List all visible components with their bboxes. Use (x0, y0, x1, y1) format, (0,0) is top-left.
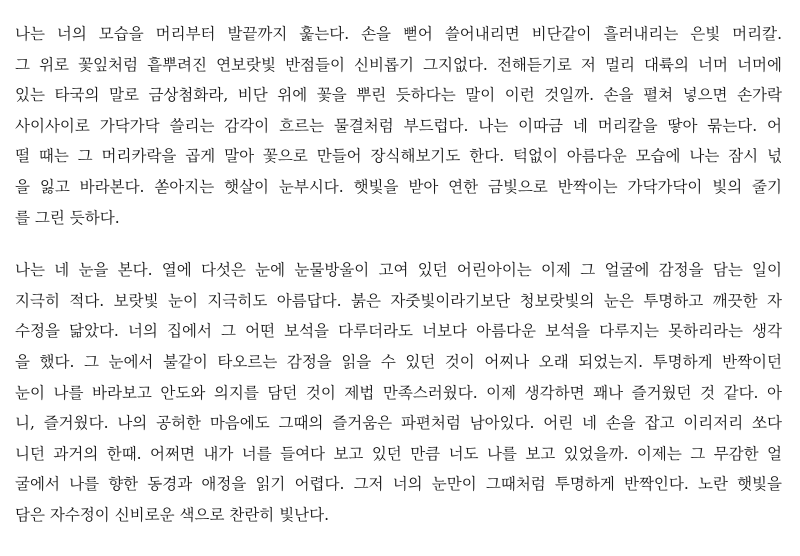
paragraph-hair (15, 19, 782, 233)
text-line: 를 그린 듯하다. (15, 208, 120, 227)
text-line: 눈이 나를 바라보고 안도와 의지를 담던 것이 제법 만족스러웠다. 이제 생각하면 꽤나 즐거웠던 것 같다. 아 (15, 383, 782, 402)
text-line: 수정을 닮았다. 너의 집에서 그 어떤 보석을 다루더라도 너보다 아름다운 보석을 다루지는 못하리라는 생각 (15, 322, 782, 341)
text-line: 떨 때는 그 머리카락을 곱게 말아 꽃으로 만들어 장식해보기도 한다. 턱없이 아름다운 모습에 나는 잠시 넋 (15, 147, 782, 166)
text-line: 나는 너의 모습을 머리부터 발끝까지 훑는다. 손을 뻗어 쓸어내리면 비단같이 흘러내리는 은빛 머리칼. (15, 25, 782, 43)
text-line: 을 잃고 바라본다. 쏟아지는 햇살이 눈부시다. 햇빛을 받아 연한 금빛으로 반짝이는 가닥가닥이 빛의 줄기 (15, 177, 782, 196)
text-line: 사이사이로 가닥가닥 쓸리는 감각이 흐르는 물결처럼 부드럽다. 나는 이따금 네 머리칼을 땋아 묶는다. 어 (15, 116, 782, 135)
text-line: 지극히 적다. 보랏빛 눈이 지극히도 아름답다. 붉은 자줏빛이라기보단 청보랏빛의 눈은 투명하고 깨끗한 자 (15, 291, 782, 310)
text-line: 담은 자수정이 신비로운 색으로 찬란히 빛난다. (15, 505, 330, 524)
text-line: 있는 타국의 말로 금상첨화라, 비단 위에 꽃을 뿌린 듯하다는 말이 이런 것일까. 손을 펼쳐 넣으면 손가락 (15, 86, 782, 105)
text-line: 나는 네 눈을 본다. 열에 다섯은 눈에 눈물방울이 고여 있던 어린아이는 이제 그 얼굴에 감정을 담는 일이 (15, 261, 782, 280)
paragraph-eyes (15, 255, 782, 530)
text-line: 니던 과거의 한때. 어쩌면 내가 너를 들여다 보고 있던 만큼 너도 나를 보고 있었을까. 이제는 그 무감한 얼 (15, 444, 782, 463)
text-line: 굴에서 나를 향한 동경과 애정을 읽기 어렵다. 그저 너의 눈만이 그때처럼 투명하게 반짝인다. 노란 햇빛을 (15, 475, 782, 494)
text-line: 그 위로 꽃잎처럼 흩뿌려진 연보랏빛 반점들이 신비롭기 그지없다. 전해듣기로 저 멀리 대륙의 너머 너머에 (15, 55, 782, 74)
text-line: 을 했다. 그 눈에서 불같이 타오르는 감정을 읽을 수 있던 것이 어찌나 오래 되었는지. 투명하게 반짝이던 (15, 352, 782, 371)
text-line: 니, 즐거웠다. 나의 공허한 마음에도 그때의 즐거움은 파편처럼 남아있다. 어린 네 손을 잡고 이리저리 쏘다 (15, 414, 782, 433)
